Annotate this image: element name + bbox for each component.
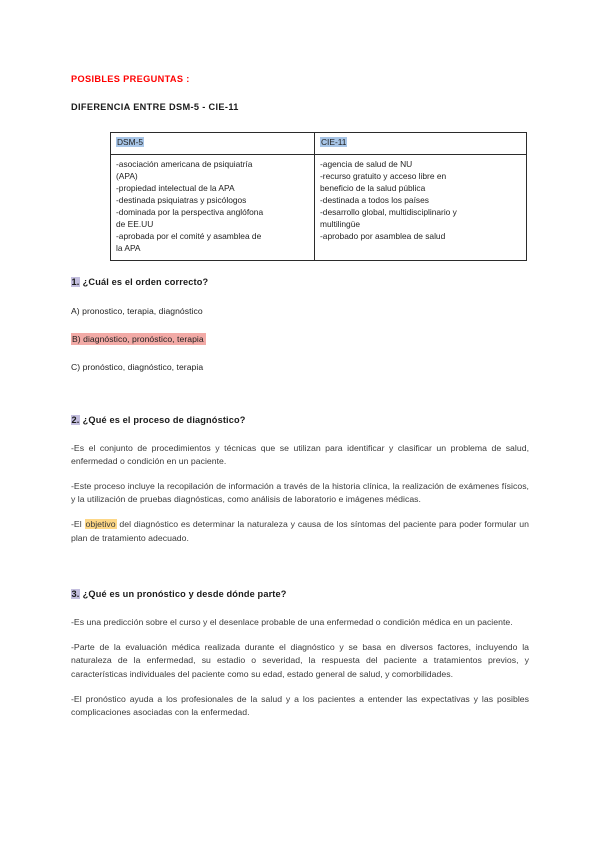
- comparison-table: [110, 132, 527, 260]
- paragraph-text: -Es el conjunto de procedimientos y técnicas que se utilizan para identificar y clasificar un problema de salud, enfermedad o condición en un paciente.: [71, 442, 529, 466]
- list-item: -propiedad intelectual de la APA: [116, 183, 235, 194]
- table-cell-cie11-items: [315, 155, 527, 260]
- list-item: beneficio de la salud pública: [320, 183, 426, 194]
- list-item: -destinada psiquiatras y psicólogos: [116, 194, 247, 205]
- list-item: de EE.UU: [116, 218, 154, 229]
- list-item: -desarrollo global, multidisciplinario y: [320, 206, 457, 217]
- list-item: (APA): [116, 171, 138, 182]
- page-title: POSIBLES PREGUNTAS :: [71, 74, 190, 84]
- paragraph-text: -Es una predicción sobre el curso y el desenlace probable de una enfermedad o condición médica en un paciente.: [71, 616, 513, 627]
- table-header-row: [111, 133, 527, 155]
- answer-paragraph: [71, 693, 529, 719]
- answer-paragraph-with-highlight: [71, 518, 529, 544]
- question-text-2: ¿Qué es el proceso de diagnóstico?: [82, 414, 246, 425]
- question-text-1: ¿Cuál es el orden correcto?: [82, 276, 209, 287]
- paragraph-text: -Parte de la evaluación médica realizada durante el diagnóstico y se basa en diversos factores, incluyendo la naturaleza de la enfermedad, su estadio o severidad, la respuesta del paciente a tratamientos previos, y características individuales del paciente como su edad, estado general de salud, y comorbilidades.: [71, 642, 529, 679]
- question-number-2: 2.: [71, 414, 80, 425]
- cie11-item-list: [320, 159, 521, 242]
- table-header-label-cie11: CIE-11: [321, 137, 347, 148]
- question-heading-3: [71, 589, 529, 600]
- highlighted-term-objetivo: objetivo: [85, 519, 116, 530]
- question-text-3: ¿Qué es un pronóstico y desde dónde parte?: [82, 588, 287, 599]
- list-item: multilingüe: [320, 218, 361, 229]
- answer-option-c-label: C) pronóstico, diagnóstico, terapia: [71, 362, 204, 373]
- answer-paragraph: [71, 616, 529, 629]
- list-item: -destinada a todos los países: [320, 194, 429, 205]
- answer-paragraph: [71, 641, 529, 681]
- table-header-label-dsm5: DSM-5: [117, 137, 144, 148]
- paragraph-text: -Este proceso incluye la recopilación de información a través de la historia clínica, la realización de exámenes físicos, y la utilización de pruebas diagnósticas, como análisis de laboratorio e imágenes médicas.: [71, 481, 529, 505]
- question-heading-1: [71, 277, 529, 288]
- table-cell-dsm5-items: [111, 155, 315, 260]
- table-row: [111, 155, 527, 260]
- question-number-1: 1.: [71, 276, 80, 287]
- list-item: -dominada por la perspectiva anglófona: [116, 206, 264, 217]
- answer-option-a-label: A) pronostico, terapia, diagnóstico: [71, 305, 203, 316]
- dsm5-item-list: [116, 159, 309, 254]
- list-item: -aprobado por asamblea de salud: [320, 230, 446, 241]
- table-header-cell-dsm5: [111, 133, 315, 155]
- document-content: [71, 74, 529, 719]
- list-item: -asociación americana de psiquiatría: [116, 159, 253, 170]
- paragraph-text-pre: -El: [71, 519, 85, 530]
- list-item: la APA: [116, 242, 141, 253]
- list-item: -agencia de salud de NU: [320, 159, 413, 170]
- answer-option-b-label: B) diagnóstico, pronóstico, terapia: [72, 333, 204, 344]
- list-item: -recurso gratuito y acceso libre en: [320, 171, 447, 182]
- answer-option-a[interactable]: [71, 306, 529, 316]
- question-number-3: 3.: [71, 588, 80, 599]
- answer-paragraph: [71, 442, 529, 468]
- list-item: -aprobada por el comité y asamblea de: [116, 230, 262, 241]
- question-heading-2: [71, 415, 529, 426]
- section-subtitle: DIFERENCIA ENTRE DSM-5 - CIE-11: [71, 102, 239, 113]
- paragraph-text: -El pronóstico ayuda a los profesionales de la salud y a los pacientes a entender las expectativas y las posibles complicaciones asociadas con la enfermedad.: [71, 693, 529, 718]
- table-header-cell-cie11: [315, 133, 527, 155]
- answer-option-c[interactable]: [71, 362, 529, 372]
- answer-paragraph: [71, 480, 529, 506]
- paragraph-text-post: del diagnóstico es determinar la naturaleza y causa de los síntomas del paciente para poder formular un plan de tratamiento adecuado.: [71, 519, 529, 543]
- answer-option-b[interactable]: [71, 334, 529, 344]
